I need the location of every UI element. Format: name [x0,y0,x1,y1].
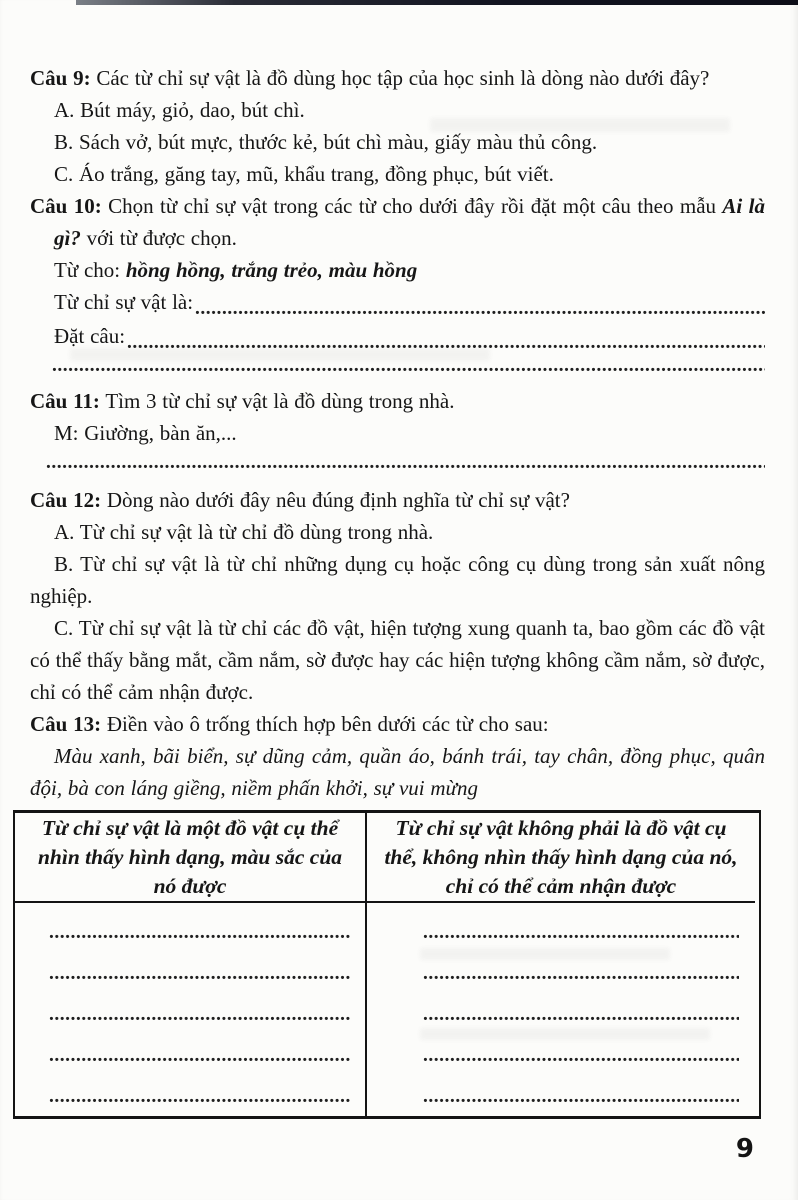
question-9-heading [30,62,765,94]
answer-blank-noun-words [30,286,765,320]
question-13-word-list: Màu xanh, bãi biển, sự dũng cảm, quần áo, bánh trái, tay chân, đồng phục, quân đội, bà con láng giềng, niềm phấn khởi, sự vui mừng [30,744,765,800]
answer-blank-label: Từ chỉ sự vật là: [54,290,194,314]
question-10-pattern-emphasis: Ai là gì? [54,194,765,250]
table-cell-abstract-answers [367,901,755,1116]
table-header-abstract-things [367,813,755,901]
question-13-text: Điền vào ô trống thích hợp bên dưới các từ cho sau: [106,712,549,736]
question-11-label: Câu 11: [30,389,100,413]
dotted-write-in-line [49,1057,351,1062]
question-12-option-c: C. Từ chỉ sự vật là từ chỉ các đồ vật, hiện tượng xung quanh ta, bao gồm các đồ vật có thể thấy bằng mắt, cầm nắm, sờ được hay các hiện tượng không cầm nắm, sờ được, chỉ có thể cảm nhận được. [30,616,765,704]
question-11-heading [30,385,765,417]
answer-blank-label: Đặt câu: [54,324,126,348]
question-10-text-after: với từ được chọn. [86,226,237,250]
scan-bleed-artifact [420,948,670,960]
question-12-option-a: A. Từ chỉ sự vật là từ chỉ đồ dùng trong nhà. [54,520,434,544]
question-9-text: Các từ chỉ sự vật là đồ dùng học tập của học sinh là dòng nào dưới đây? [96,66,710,90]
table-header-concrete-things [15,813,367,901]
question-11-example: M: Giường, bàn ăn,... [54,421,237,445]
question-9-option-b: B. Sách vở, bút mực, thước kẻ, bút chì màu, giấy màu thủ công. [54,130,598,154]
table-body-row [15,901,759,1116]
dotted-write-in-line [46,464,765,469]
dotted-write-in-line [423,1098,739,1103]
given-words: hồng hồng, trắng trẻo, màu hồng [125,258,418,282]
question-12-option-b: B. Từ chỉ sự vật là từ chỉ những dụng cụ hoặc công cụ dùng trong sản xuất nông nghiệp. [30,552,765,608]
question-10-label: Câu 10: [30,194,102,218]
dotted-write-in-line [49,934,351,939]
question-13-label: Câu 13: [30,712,102,736]
question-12-heading [30,484,765,516]
question-9-label: Câu 9: [30,66,91,90]
question-13-heading [30,708,765,740]
dotted-write-in-line [423,1016,739,1021]
worksheet-content [30,62,765,1119]
table-header-row [15,813,759,901]
scan-bleed-artifact [70,348,490,361]
dotted-write-in-line [49,975,351,980]
question-12-label: Câu 12: [30,488,102,512]
dotted-write-in-line [423,1057,739,1062]
dotted-write-in-line [49,1016,351,1021]
table-cell-concrete-answers [15,901,367,1116]
dotted-write-in-line [49,1098,351,1103]
question-12-text: Dòng nào dưới đây nêu đúng định nghĩa từ chỉ sự vật? [106,488,570,512]
dotted-write-in-line [423,934,739,939]
given-words-label: Từ cho: [54,258,121,282]
question-10-heading [30,190,765,254]
question-10-given-words-line [30,254,765,286]
scan-bleed-artifact [420,1028,710,1040]
question-11-text: Tìm 3 từ chỉ sự vật là đồ dùng trong nhà. [105,389,455,413]
table-header-text: Từ chỉ sự vật là một đồ vật cụ thể nhìn thấy hình dạng, màu sắc của nó được [37,815,343,898]
page-number: 9 [735,1134,754,1164]
question-9-option-c: C. Áo trắng, găng tay, mũ, khẩu trang, đồng phục, bút viết. [54,162,554,186]
dotted-write-in-line [195,310,765,315]
dotted-write-in-line [423,975,739,980]
question-9-option-a: A. Bút máy, giỏ, dao, bút chì. [54,98,305,122]
scan-artifact-top-edge [76,0,798,5]
q13-classification-table [13,810,761,1119]
scan-bleed-artifact [430,118,730,132]
table-header-text: Từ chỉ sự vật không phải là đồ vật cụ thể, không nhìn thấy hình dạng của nó, chỉ có thể cảm nhận được [384,815,738,898]
dotted-write-in-line [52,367,765,372]
question-10-text-before: Chọn từ chỉ sự vật trong các từ cho dưới đây rồi đặt một câu theo mẫu [108,194,717,218]
